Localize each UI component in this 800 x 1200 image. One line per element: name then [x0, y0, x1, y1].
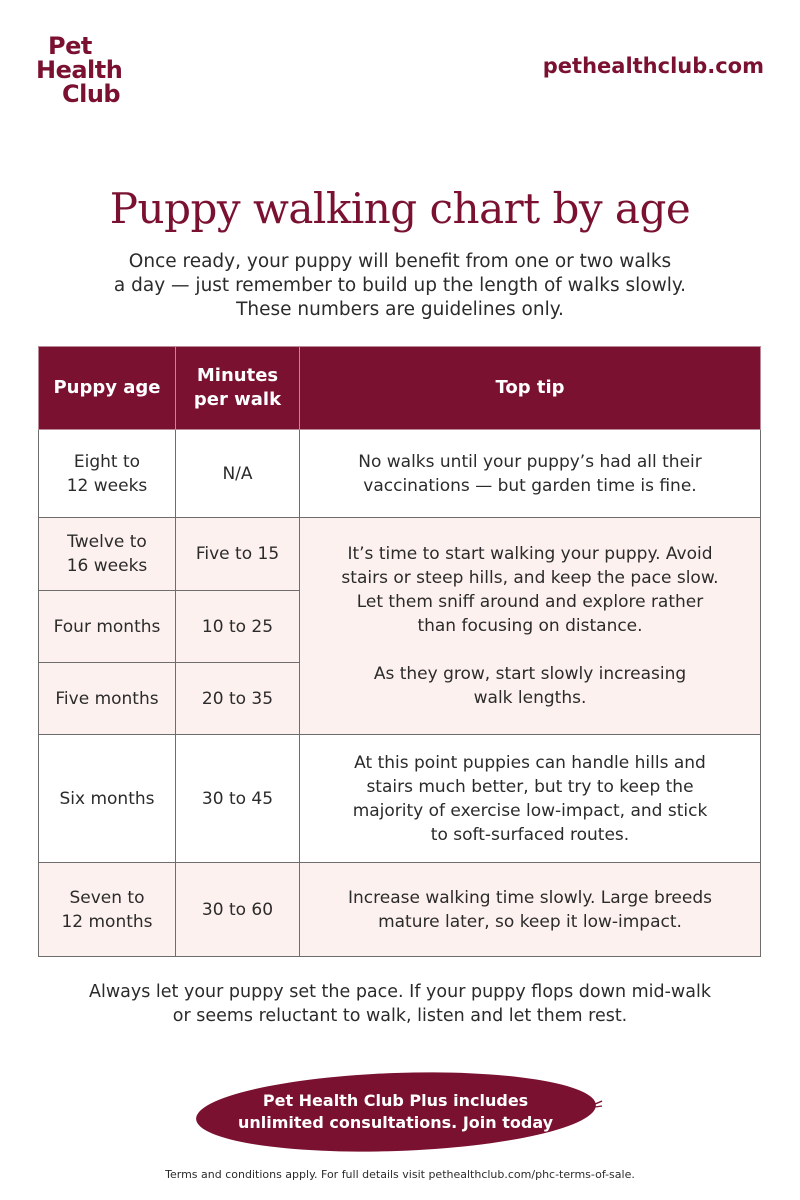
intro-text	[60, 250, 740, 322]
tip-line: walk lengths.	[473, 688, 587, 708]
header-minutes-line: Minutes	[196, 365, 279, 386]
header-puppy-age: Puppy age	[39, 347, 176, 430]
age-cell	[39, 518, 176, 591]
header-minutes-line: per walk	[193, 389, 282, 410]
tip-line: It’s time to start walking your puppy. Avoid	[347, 544, 713, 564]
age-cell	[39, 863, 176, 957]
header-minutes-per-walk	[176, 347, 300, 430]
minutes-cell: 10 to 25	[176, 591, 300, 663]
cta-line: Pet Health Club Plus includes	[263, 1091, 529, 1111]
tip-cell	[300, 735, 761, 863]
table-row	[39, 518, 761, 591]
tip-line: to soft-surfaced routes.	[430, 824, 630, 845]
age-line: Eight to	[73, 451, 141, 472]
join-cta-button[interactable]	[195, 1066, 597, 1158]
age-cell: Four months	[39, 591, 176, 663]
tip-line: mature later, so keep it low-impact.	[378, 911, 682, 932]
logo-line-health: Health	[36, 56, 123, 84]
footer-note	[40, 980, 760, 1028]
tip-line: Let them sniff around and explore rather	[356, 592, 704, 612]
header-top-tip: Top tip	[300, 347, 761, 430]
tip-line: majority of exercise low-impact, and stick	[352, 800, 708, 821]
minutes-cell: Five to 15	[176, 518, 300, 591]
logo-line-club: Club	[62, 80, 121, 108]
table-header-row	[39, 347, 761, 430]
minutes-cell: 30 to 60	[176, 863, 300, 957]
minutes-cell: N/A	[176, 430, 300, 518]
tip-spacer	[310, 638, 750, 662]
table-row	[39, 735, 761, 863]
age-line: 12 months	[61, 911, 153, 932]
site-url-link[interactable]: pethealthclub.com	[542, 54, 764, 78]
page-title: Puppy walking chart by age	[109, 184, 691, 233]
table-row	[39, 863, 761, 957]
intro-line: These numbers are guidelines only.	[236, 299, 564, 320]
intro-line: a day — just remember to build up the length of walks slowly.	[113, 275, 687, 296]
cta-line: unlimited consultations. Join today	[238, 1113, 554, 1133]
tip-line: As they grow, start slowly increasing	[373, 664, 687, 684]
tip-cell	[300, 863, 761, 957]
tip-line: Increase walking time slowly. Large breeds	[348, 887, 712, 908]
intro-line: Once ready, your puppy will benefit from one or two walks	[128, 251, 672, 272]
tip-line: than focusing on distance.	[417, 616, 643, 636]
minutes-cell: 30 to 45	[176, 735, 300, 863]
age-line: Twelve to	[67, 532, 147, 552]
cta-label	[238, 1090, 553, 1134]
tip-line: stairs or steep hills, and keep the pace slow.	[341, 568, 719, 588]
table-row	[39, 430, 761, 518]
age-cell	[39, 430, 176, 518]
tip-line: No walks until your puppy’s had all their	[358, 451, 702, 472]
tip-line: vaccinations — but garden time is fine.	[363, 475, 697, 496]
cta-flourish-icon	[590, 1098, 604, 1112]
tip-cell	[300, 430, 761, 518]
minutes-cell: 20 to 35	[176, 663, 300, 735]
age-cell: Five months	[39, 663, 176, 735]
age-cell: Six months	[39, 735, 176, 863]
footer-line: or seems reluctant to walk, listen and let them rest.	[172, 1006, 628, 1026]
age-line: Seven to	[69, 887, 145, 908]
age-line: 12 weeks	[66, 475, 148, 496]
footer-line: Always let your puppy set the pace. If your puppy flops down mid-walk	[89, 982, 711, 1002]
age-line: 16 weeks	[66, 556, 148, 576]
tip-line: stairs much better, but try to keep the	[366, 776, 694, 797]
brand-logo[interactable]	[36, 34, 122, 106]
tip-line: At this point puppies can handle hills and	[354, 752, 706, 773]
walking-chart-table	[38, 346, 761, 957]
tip-cell-merged	[300, 518, 761, 735]
terms-text: Terms and conditions apply. For full details visit pethealthclub.com/phc-terms-of-sale.	[165, 1168, 635, 1181]
logo-line-pet: Pet	[48, 32, 92, 60]
